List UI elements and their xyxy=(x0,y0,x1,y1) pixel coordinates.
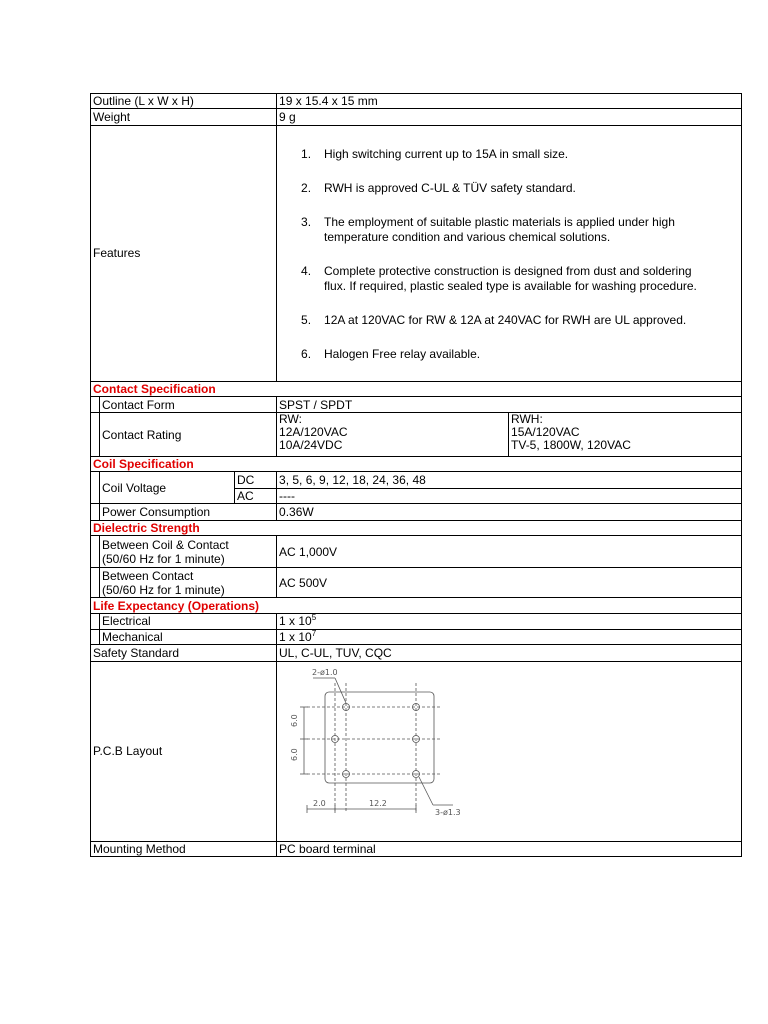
row-features xyxy=(91,125,742,381)
row-contact-rating xyxy=(91,413,742,457)
row-pcb xyxy=(91,661,742,841)
pcb-dim-v1: 6.0 xyxy=(290,714,300,728)
row-outline xyxy=(91,94,742,109)
row-dielectric-contact xyxy=(91,567,742,598)
dielectric-heading: Dielectric Strength xyxy=(91,521,742,536)
weight-value: 9 g xyxy=(277,109,742,125)
feature-item-5: 5. 12A at 120VAC for RW & 12A at 240VAC for RWH are UL approved. xyxy=(301,312,687,327)
contact-form-value: SPST / SPDT xyxy=(277,397,742,413)
weight-label: Weight xyxy=(91,109,277,125)
features-list xyxy=(277,147,741,362)
row-dielectric-coil xyxy=(91,536,742,568)
coil-ac-label: AC xyxy=(235,488,277,503)
life-heading: Life Expectancy (Operations) xyxy=(91,598,742,613)
dielectric-contact-value: AC 500V xyxy=(277,567,742,598)
row-power xyxy=(91,503,742,520)
coil-ac-value: ---- xyxy=(277,488,742,503)
coil-dc-label: DC xyxy=(235,472,277,488)
safety-value: UL, C-UL, TUV, CQC xyxy=(277,645,742,661)
feature-item-2: 2. RWH is approved C-UL & TÜV safety standard. xyxy=(301,180,576,195)
spec-table xyxy=(90,93,742,857)
feature-item-3: 3. The employment of suitable plastic materials is applied under high temperature condition and various chemical solutions. xyxy=(301,214,675,244)
row-coil-heading xyxy=(91,457,742,472)
contact-rating-rwh: RWH: 15A/120VAC TV-5, 1800W, 120VAC xyxy=(509,413,742,457)
outline-label: Outline (L x W x H) xyxy=(91,94,277,109)
contact-rating-rw: RW: 12A/120VAC 10A/24VDC xyxy=(277,413,509,457)
pcb-dim-h2: 12.2 xyxy=(369,799,387,809)
features-label: Features xyxy=(91,125,277,381)
row-contact-form xyxy=(91,397,742,413)
row-electrical xyxy=(91,613,742,629)
contact-spec-heading: Contact Specification xyxy=(91,381,742,396)
outline-value: 19 x 15.4 x 15 mm xyxy=(277,94,742,109)
coil-dc-value: 3, 5, 6, 9, 12, 18, 24, 36, 48 xyxy=(277,472,742,488)
row-weight xyxy=(91,109,742,125)
features-list-cell xyxy=(277,125,742,381)
feature-item-4: 4. Complete protective construction is designed from dust and soldering flux. If required, plastic sealed type is available for washing procedure. xyxy=(301,263,697,293)
coil-spec-heading: Coil Specification xyxy=(91,457,742,472)
electrical-label: Electrical xyxy=(100,613,277,629)
power-label: Power Consumption xyxy=(100,503,277,520)
row-life-heading xyxy=(91,598,742,613)
dielectric-coil-contact-value: AC 1,000V xyxy=(277,536,742,568)
mounting-label: Mounting Method xyxy=(91,841,277,856)
row-mechanical xyxy=(91,629,742,644)
pcb-drawing-cell xyxy=(277,661,742,841)
pcb-hole-label: 2-ø1.0 xyxy=(312,668,338,678)
row-dielectric-heading xyxy=(91,521,742,536)
row-safety xyxy=(91,645,742,661)
dielectric-contact-label: Between Contact (50/60 Hz for 1 minute) xyxy=(100,567,277,598)
mechanical-value: 1 x $10^7$ xyxy=(277,629,742,644)
contact-rating-label: Contact Rating xyxy=(100,413,277,457)
dielectric-coil-contact-label: Between Coil & Contact (50/60 Hz for 1 minute) xyxy=(100,536,277,568)
feature-item-1: 1. High switching current up to 15A in small size. xyxy=(301,146,569,161)
contact-form-label: Contact Form xyxy=(100,397,277,413)
pcb-label: P.C.B Layout xyxy=(91,661,277,841)
row-coil-dc xyxy=(91,472,742,488)
pcb-dim-h1: 2.0 xyxy=(313,799,326,809)
pcb-layout-drawing xyxy=(277,663,742,839)
electrical-value: 1 x $10^5$ xyxy=(277,613,742,629)
mechanical-label: Mechanical xyxy=(100,629,277,644)
pcb-dim-v2: 6.0 xyxy=(290,748,300,762)
row-mounting xyxy=(91,841,742,856)
safety-label: Safety Standard xyxy=(91,645,277,661)
feature-item-6: 6. Halogen Free relay available. xyxy=(301,346,481,361)
mounting-value: PC board terminal xyxy=(277,841,742,856)
pcb-hole-label-2: 3-ø1.3 xyxy=(435,808,461,818)
coil-voltage-label: Coil Voltage xyxy=(100,472,235,504)
row-contact-heading xyxy=(91,381,742,396)
power-value: 0.36W xyxy=(277,503,742,520)
